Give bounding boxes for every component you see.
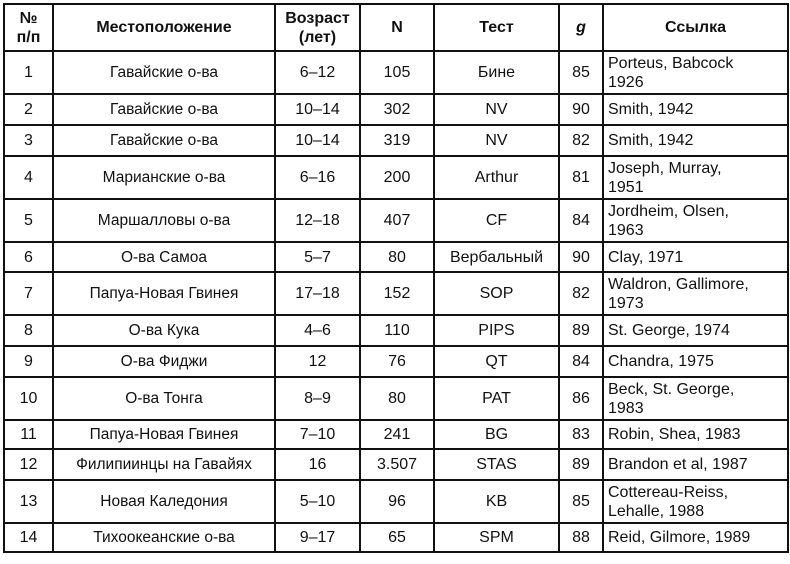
table-row [4, 315, 788, 346]
cell-test: PIPS [434, 315, 559, 346]
cell-reference [603, 199, 788, 242]
reference-line: Reid, Gilmore, 1989 [608, 529, 751, 546]
cell-n: 80 [360, 377, 434, 420]
reference-line: Porteus, Babcock [608, 54, 734, 72]
header-row [4, 4, 788, 51]
cell-n: 200 [360, 156, 434, 199]
cell-g: 82 [559, 125, 603, 156]
cell-number: 10 [4, 377, 53, 420]
cell-test: Arthur [434, 156, 559, 199]
cell-age: 6–12 [275, 51, 360, 94]
cell-g: 90 [559, 94, 603, 125]
table-row [4, 199, 788, 242]
cell-n: 80 [360, 242, 434, 272]
table-row [4, 94, 788, 125]
cell-location: Папуа-Новая Гвинея [53, 272, 275, 315]
cell-location: О-ва Фиджи [53, 346, 275, 377]
cell-n: 65 [360, 523, 434, 552]
cell-reference [603, 480, 788, 523]
cell-g: 86 [559, 377, 603, 420]
cell-location: Папуа-Новая Гвинея [53, 420, 275, 449]
cell-number: 7 [4, 272, 53, 315]
table-row [4, 480, 788, 523]
cell-g: 82 [559, 272, 603, 315]
reference-line: Waldron, Gallimore, [608, 275, 749, 293]
table-row [4, 346, 788, 377]
cell-g: 84 [559, 199, 603, 242]
header-test: Тест [434, 4, 559, 51]
reference-line: Smith, 1942 [608, 132, 694, 149]
cell-location: Марианские о-ва [53, 156, 275, 199]
cell-reference [603, 125, 788, 156]
reference-line: 1951 [608, 178, 644, 196]
cell-test: PAT [434, 377, 559, 420]
cell-test: BG [434, 420, 559, 449]
table-row [4, 377, 788, 420]
table-row [4, 156, 788, 199]
cell-location: Филипиинцы на Гавайях [53, 449, 275, 480]
cell-location: Гавайские о-ва [53, 94, 275, 125]
cell-age: 8–9 [275, 377, 360, 420]
reference-line: 1963 [608, 221, 644, 239]
cell-reference [603, 523, 788, 552]
cell-number: 5 [4, 199, 53, 242]
cell-reference [603, 272, 788, 315]
cell-test: QT [434, 346, 559, 377]
cell-reference [603, 420, 788, 449]
cell-reference [603, 315, 788, 346]
cell-location: Тихоокеанские о-ва [53, 523, 275, 552]
cell-number: 2 [4, 94, 53, 125]
cell-test: KB [434, 480, 559, 523]
cell-number: 3 [4, 125, 53, 156]
cell-age: 10–14 [275, 94, 360, 125]
cell-location: О-ва Кука [53, 315, 275, 346]
cell-n: 407 [360, 199, 434, 242]
header-n: N [360, 4, 434, 51]
reference-line: Chandra, 1975 [608, 353, 714, 370]
cell-number: 14 [4, 523, 53, 552]
header-age: Возраст (лет) [275, 4, 360, 51]
cell-number: 13 [4, 480, 53, 523]
table-body [4, 51, 788, 552]
table-row [4, 242, 788, 272]
reference-line: Cottereau-Reiss, [608, 483, 729, 501]
cell-age: 17–18 [275, 272, 360, 315]
cell-n: 110 [360, 315, 434, 346]
cell-age: 5–10 [275, 480, 360, 523]
cell-test: SOP [434, 272, 559, 315]
cell-n: 302 [360, 94, 434, 125]
reference-line: Lehalle, 1988 [608, 502, 705, 520]
cell-number: 12 [4, 449, 53, 480]
cell-n: 3.507 [360, 449, 434, 480]
cell-number: 4 [4, 156, 53, 199]
cell-age: 5–7 [275, 242, 360, 272]
reference-line: Jordheim, Olsen, [608, 202, 729, 220]
cell-location: Гавайские о-ва [53, 125, 275, 156]
cell-n: 76 [360, 346, 434, 377]
cell-number: 6 [4, 242, 53, 272]
reference-line: Brandon et al, 1987 [608, 456, 748, 473]
cell-g: 81 [559, 156, 603, 199]
cell-location: Маршалловы о-ва [53, 199, 275, 242]
cell-n: 96 [360, 480, 434, 523]
reference-line: 1973 [608, 294, 644, 312]
cell-g: 89 [559, 315, 603, 346]
cell-reference [603, 156, 788, 199]
reference-line: St. George, 1974 [608, 322, 730, 339]
cell-age: 7–10 [275, 420, 360, 449]
cell-reference [603, 377, 788, 420]
reference-line: Robin, Shea, 1983 [608, 426, 741, 443]
header-g: g [559, 4, 603, 51]
cell-age: 16 [275, 449, 360, 480]
data-table [3, 3, 789, 553]
cell-age: 9–17 [275, 523, 360, 552]
cell-test: CF [434, 199, 559, 242]
cell-age: 6–16 [275, 156, 360, 199]
cell-g: 83 [559, 420, 603, 449]
cell-n: 241 [360, 420, 434, 449]
cell-n: 152 [360, 272, 434, 315]
reference-line: 1926 [608, 73, 644, 91]
cell-reference [603, 94, 788, 125]
cell-g: 90 [559, 242, 603, 272]
cell-age: 4–6 [275, 315, 360, 346]
reference-line: Clay, 1971 [608, 248, 684, 266]
cell-number: 1 [4, 51, 53, 94]
cell-location: Гавайские о-ва [53, 51, 275, 94]
table-row [4, 51, 788, 94]
cell-location: О-ва Тонга [53, 377, 275, 420]
table-row [4, 449, 788, 480]
cell-test: NV [434, 94, 559, 125]
table-row [4, 272, 788, 315]
cell-reference [603, 51, 788, 94]
cell-test: NV [434, 125, 559, 156]
reference-line: Smith, 1942 [608, 101, 694, 118]
cell-age: 12 [275, 346, 360, 377]
header-location: Местоположение [53, 4, 275, 51]
header-reference: Ссылка [603, 4, 788, 51]
cell-reference [603, 242, 788, 272]
cell-g: 85 [559, 480, 603, 523]
cell-g: 88 [559, 523, 603, 552]
cell-g: 89 [559, 449, 603, 480]
table-row [4, 125, 788, 156]
cell-test: STAS [434, 449, 559, 480]
cell-g: 85 [559, 51, 603, 94]
reference-line: Beck, St. George, [608, 380, 735, 398]
cell-n: 105 [360, 51, 434, 94]
reference-line: 1983 [608, 399, 644, 417]
cell-test: SPM [434, 523, 559, 552]
cell-n: 319 [360, 125, 434, 156]
cell-test: Вербальный [434, 242, 559, 272]
cell-age: 10–14 [275, 125, 360, 156]
reference-line: Joseph, Murray, [608, 159, 722, 177]
cell-number: 11 [4, 420, 53, 449]
table-row [4, 523, 788, 552]
cell-number: 8 [4, 315, 53, 346]
cell-location: О-ва Самоа [53, 242, 275, 272]
cell-number: 9 [4, 346, 53, 377]
header-number: № п/п [4, 4, 53, 51]
cell-reference [603, 346, 788, 377]
cell-age: 12–18 [275, 199, 360, 242]
table-row [4, 420, 788, 449]
cell-location: Новая Каледония [53, 480, 275, 523]
cell-reference [603, 449, 788, 480]
cell-g: 84 [559, 346, 603, 377]
cell-test: Бине [434, 51, 559, 94]
